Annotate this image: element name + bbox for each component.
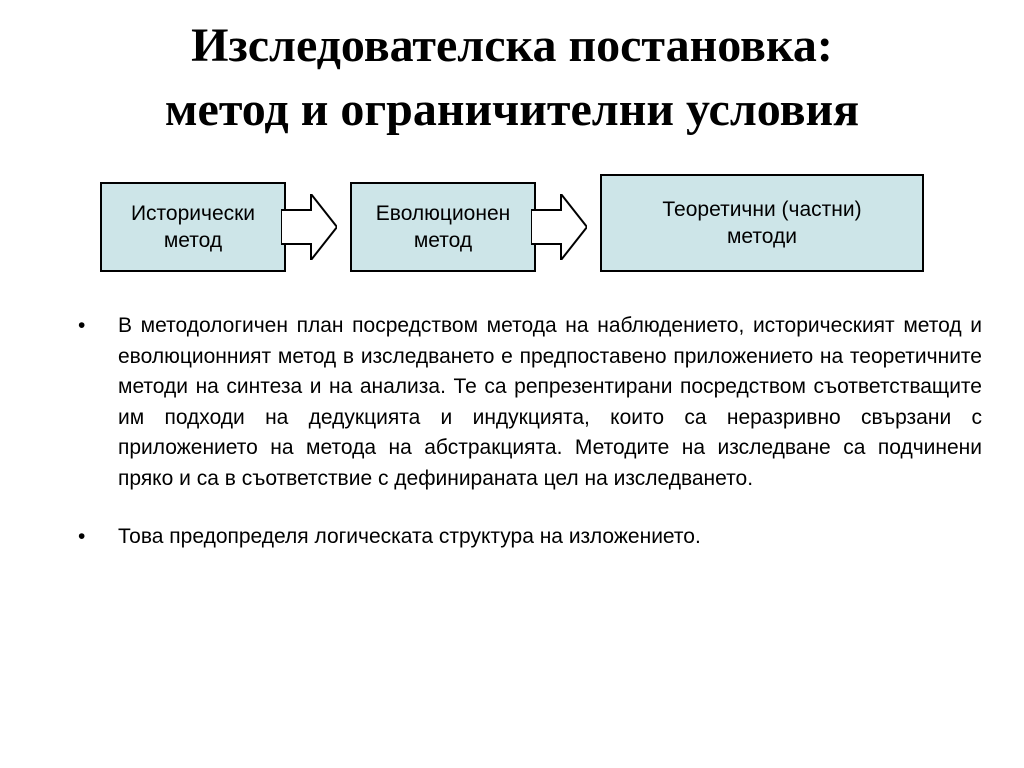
bullet-text: Това предопределя логическата структура на изложението. — [118, 525, 701, 548]
bullet-item — [78, 522, 982, 553]
slide-title — [0, 14, 1024, 142]
bullet-item — [78, 311, 982, 494]
evolutionary-method-label-line-2: метод — [413, 229, 473, 252]
historical-method-label-line-1: Исторически — [130, 202, 256, 225]
evolutionary-method-label — [376, 200, 510, 254]
historical-method-label-line-2: метод — [163, 229, 223, 252]
right-block-arrow-icon — [531, 194, 587, 260]
historical-method-label — [131, 200, 255, 254]
theoretical-methods-box — [600, 174, 924, 272]
right-block-arrow-icon — [281, 194, 337, 260]
theoretical-methods-label — [662, 196, 861, 250]
evolutionary-method-label-line-1: Еволюционен — [375, 202, 511, 225]
historical-method-box — [100, 182, 286, 272]
evolutionary-method-box — [350, 182, 536, 272]
theoretical-methods-label-line-1: Теоретични (частни) — [662, 198, 862, 221]
slide-title-line-1: Изследователска постановка: — [191, 19, 833, 72]
bullet-marker: • — [78, 525, 86, 548]
theoretical-methods-label-line-2: методи — [726, 225, 797, 248]
bullet-marker: • — [78, 314, 86, 337]
slide-title-line-2: метод и ограничителни условия — [164, 83, 860, 136]
bullet-list — [78, 311, 982, 553]
bullet-text: В методологичен план посредством метода на наблюдението, историческият метод и еволюционният метод в изследването е предпоставено приложението на теоретичните методи на синтеза и на анализа. Те са репрезентирани посредством съответстващите им подходи на дедукцията и индукцията, които са неразривно свързани с приложението на метода на абстракцията. Методите на изследване са подчинени пряко и са в съответствие с дефинираната цел на изследването. — [118, 314, 982, 490]
